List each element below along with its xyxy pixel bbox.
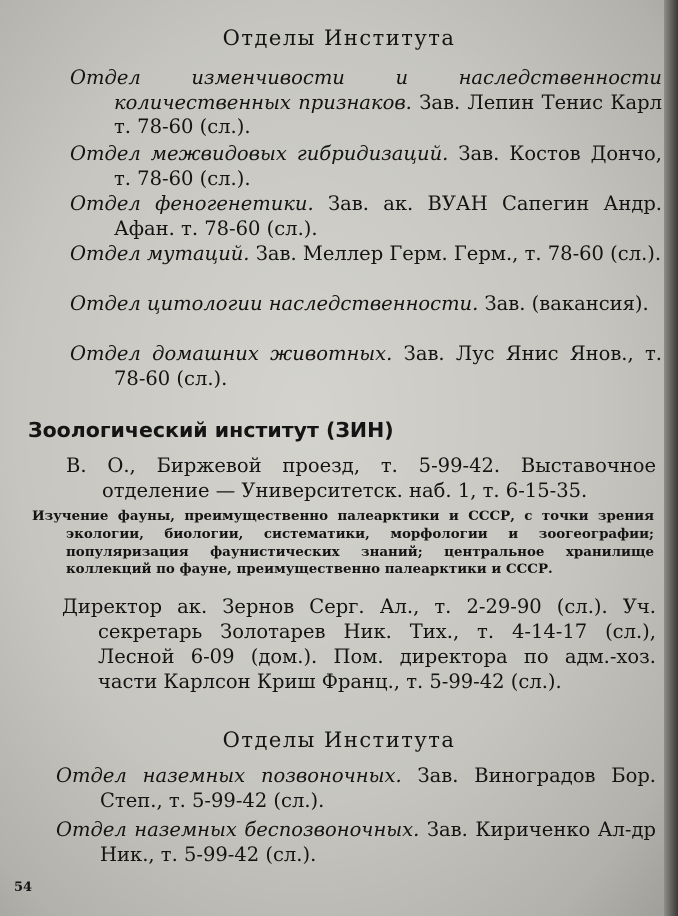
department-entry — [70, 242, 662, 267]
department-head: Зав. Лепин Тенис Карл т. 78-60 (сл.). — [114, 90, 662, 138]
department-head: Зав. Лус Янис Янов., т. 78-60 (сл.). — [114, 342, 662, 390]
department-name: Отдел изменчивости и наследственности количественных признаков. — [70, 66, 662, 114]
department-head: Зав. Виноградов Бор. Степ., т. 5-99-42 (сл.). — [100, 764, 657, 812]
page-number: 54 — [14, 880, 33, 895]
institute-title: Зоологический институт (ЗИН) — [28, 418, 394, 442]
department-head: Зав. Меллер Герм. Герм., т. 78-60 (сл.). — [255, 242, 662, 265]
department-name: Отдел наземных позвоночных. — [56, 764, 402, 787]
institute-description: Изучение фауны, преимущественно палеарктики и СССР, с точки зрения экологии, биологии, систематики, морфологии и зоогеографии; популяризация фаунистических знаний; центральное хранилище коллекций по фауне, преимущественно палеарктики и СССР. — [32, 508, 654, 578]
department-entry — [56, 818, 656, 867]
department-name: Отдел цитологии наследственности. — [70, 292, 479, 315]
department-name: Отдел наземных беспозвоночных. — [56, 818, 420, 841]
department-name: Отдел домашних животных. — [70, 342, 393, 365]
department-entry — [56, 764, 656, 813]
department-head: Зав. Костов Дончо, т. 78-60 (сл.). — [114, 142, 662, 190]
department-name: Отдел феногенетики. — [70, 192, 314, 215]
department-entry — [70, 142, 662, 191]
section-heading: Отделы Института — [222, 26, 456, 50]
department-entry — [70, 342, 662, 391]
department-head: Зав. ак. ВУАН Сапегин Андр. Афан. т. 78-60 (сл.). — [114, 192, 663, 240]
institute-address: В. О., Биржевой проезд, т. 5-99-42. Выставочное отделение — Университетск. наб. 1, т. 6-15-35. — [66, 454, 656, 502]
department-head: Зав. (вакансия). — [484, 292, 649, 315]
book-edge-shadow — [664, 0, 678, 916]
department-entry — [70, 66, 662, 140]
department-entry — [70, 292, 662, 317]
department-head: Зав. Кириченко Ал-др Ник., т. 5-99-42 (сл.). — [100, 818, 657, 866]
department-name: Отдел межвидовых гибридизаций. — [70, 142, 449, 165]
section-heading: Отделы Института — [222, 728, 456, 752]
department-entry — [70, 192, 662, 241]
institute-staff: Директор ак. Зернов Серг. Ал., т. 2-29-90 (сл.). Уч. секретарь Золотарев Ник. Тих., т. 4-14-17 (сл.), Лесной 6-09 (дом.). Пом. директора по адм.-хоз. части Карлсон Криш Франц., т. 5-99-42 (сл.). — [62, 595, 656, 693]
department-name: Отдел мутаций. — [70, 242, 250, 265]
